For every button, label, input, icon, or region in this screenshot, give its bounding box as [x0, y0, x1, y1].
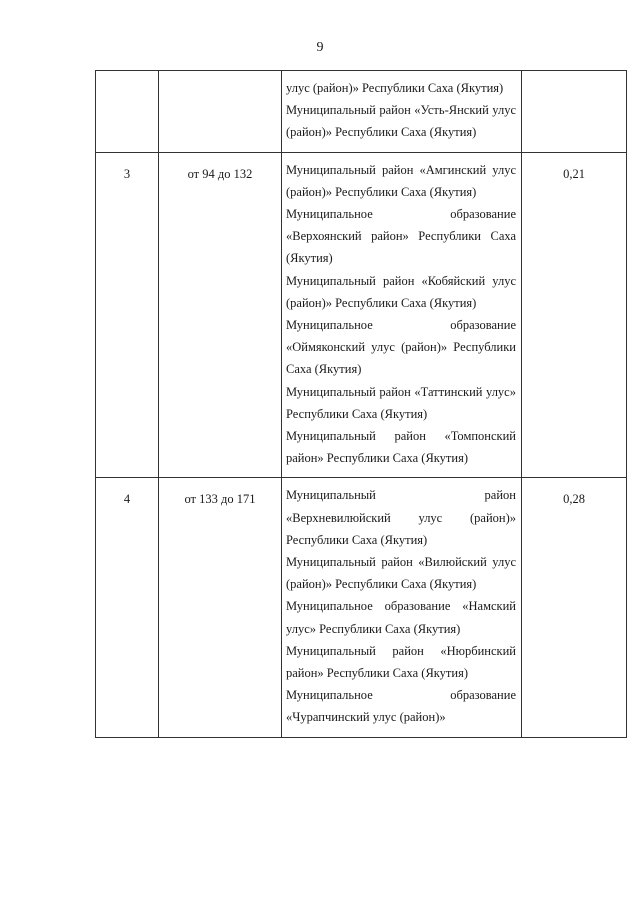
- districts-cell: [282, 478, 522, 737]
- table-row: [96, 71, 627, 153]
- district-entry: Муниципальный район «Амгинский улус (район)» Республики Саха (Якутия): [286, 162, 516, 199]
- district-entry: Муниципальный район «Кобяйский улус (район)» Республики Саха (Якутия): [286, 273, 516, 310]
- district-entry: Муниципальное образование «Верхоянский район» Республики Саха (Якутия): [286, 207, 516, 266]
- coefficient-cell: [522, 71, 627, 153]
- range-cell: [159, 71, 282, 153]
- district-entry: Муниципальное образование «Намский улус» Республики Саха (Якутия): [286, 599, 516, 636]
- table-row: [96, 478, 627, 737]
- district-entry: Муниципальный район «Верхневилюйский улус (район)» Республики Саха (Якутия): [286, 488, 516, 547]
- coefficient-table: [95, 70, 627, 738]
- district-entry: Муниципальный район «Вилюйский улус (район)» Республики Саха (Якутия): [286, 555, 516, 592]
- page-number: 9: [316, 40, 324, 55]
- coefficient-cell: 0,21: [522, 152, 627, 478]
- coefficient-cell: 0,28: [522, 478, 627, 737]
- district-entry: улус (район)» Республики Саха (Якутия): [286, 81, 504, 95]
- row-number-cell: 3: [96, 152, 159, 478]
- table-row: [96, 152, 627, 478]
- districts-cell: [282, 152, 522, 478]
- district-entry: Муниципальное образование «Чурапчинский улус (район)»: [286, 688, 516, 725]
- district-entry: Муниципальное образование «Оймяконский улус (район)» Республики Саха (Якутия): [286, 318, 516, 377]
- district-entry: Муниципальный район «Нюрбинский район» Республики Саха (Якутия): [286, 643, 516, 681]
- district-entry: Муниципальный район «Таттинский улус» Республики Саха (Якутия): [286, 384, 516, 421]
- district-entry: Муниципальный район «Томпонский район» Республики Саха (Якутия): [286, 429, 516, 466]
- districts-cell: [282, 71, 522, 153]
- range-cell: от 94 до 132: [159, 152, 282, 478]
- row-number-cell: [96, 71, 159, 153]
- range-cell: от 133 до 171: [159, 478, 282, 737]
- row-number-cell: 4: [96, 478, 159, 737]
- district-entry: Муниципальный район «Усть-Янский улус (район)» Республики Саха (Якутия): [286, 103, 516, 140]
